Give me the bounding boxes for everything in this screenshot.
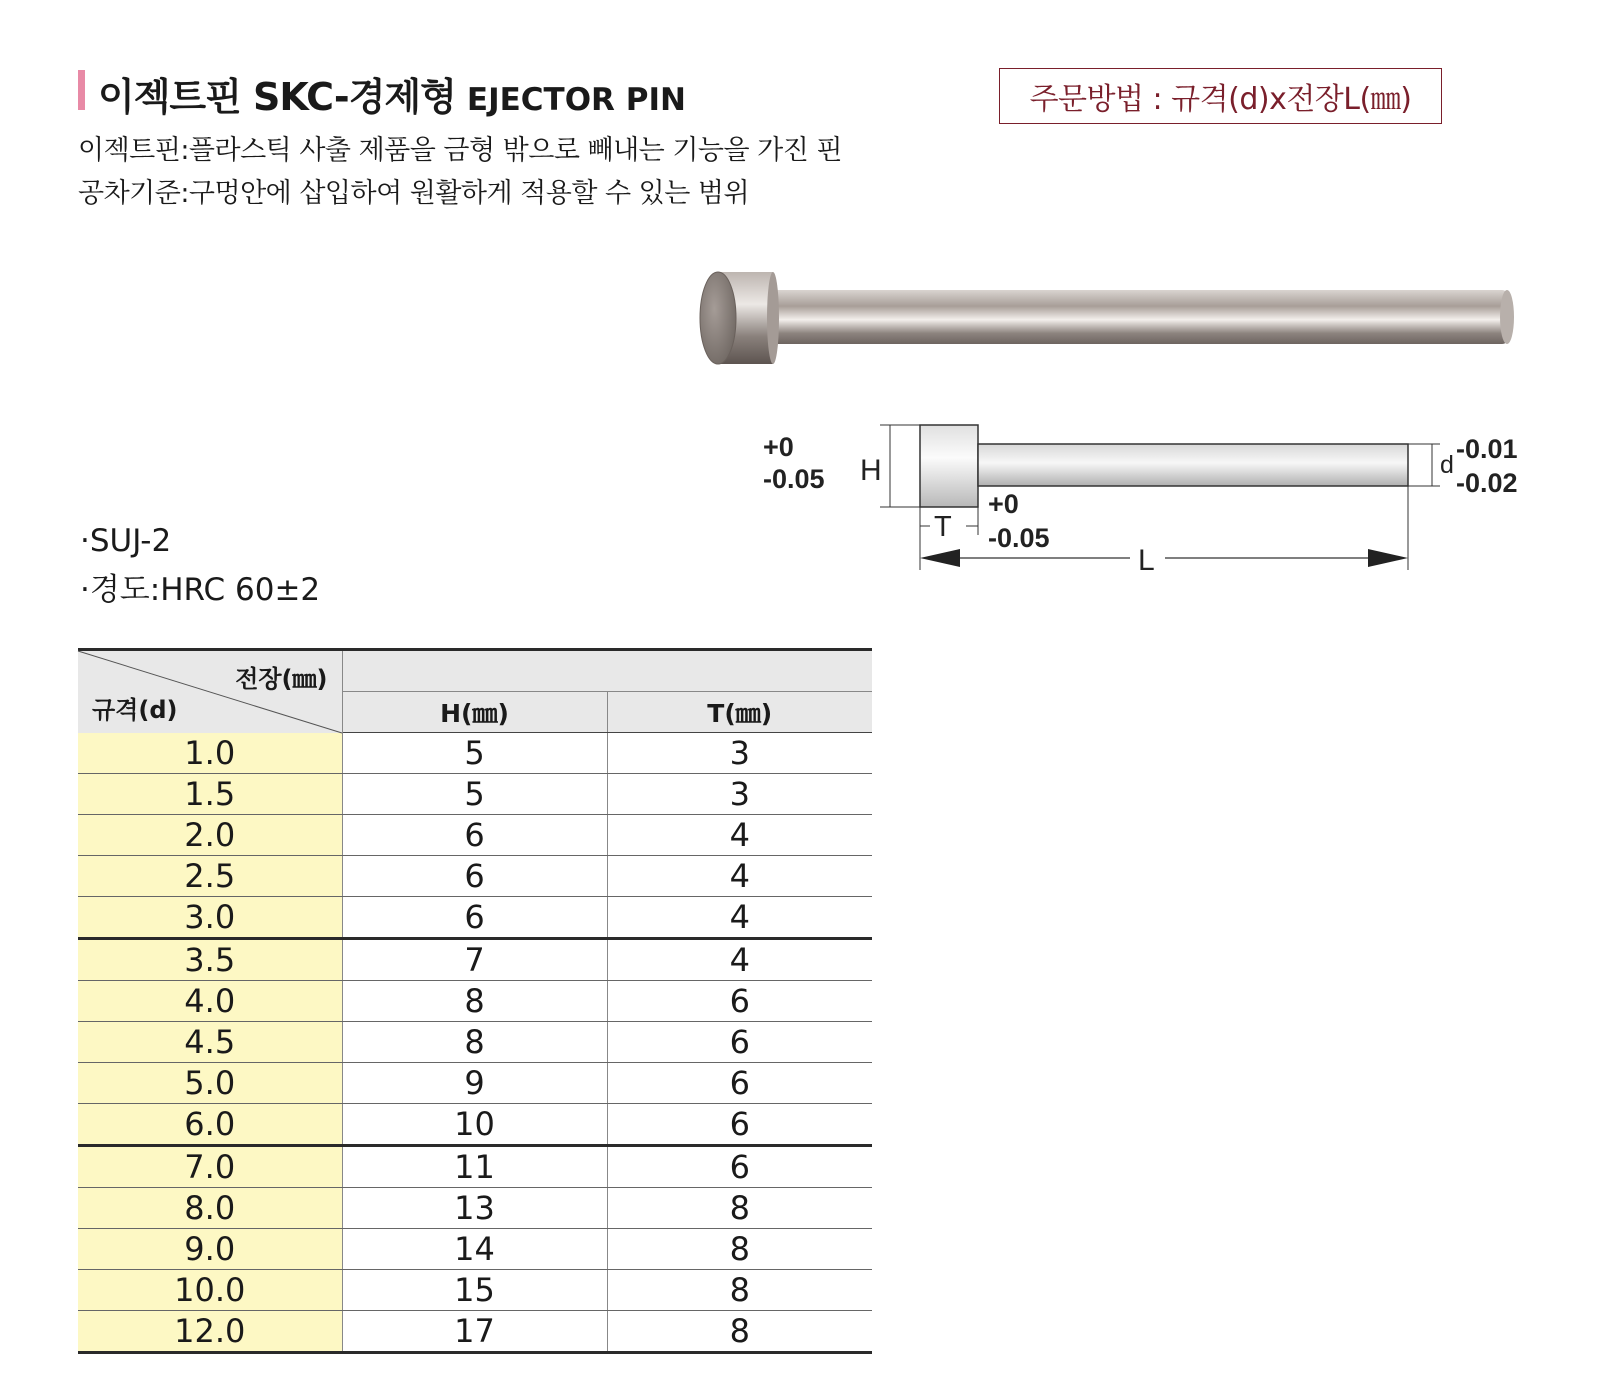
cell-h: 8: [342, 1022, 607, 1063]
head-h-label: H: [860, 454, 882, 487]
cell-h: 8: [342, 981, 607, 1022]
cell-h: 6: [342, 815, 607, 856]
cell-t: 6: [607, 1146, 872, 1188]
table-row: [78, 939, 872, 981]
dimension-table: [78, 648, 872, 1354]
table-row: [78, 856, 872, 897]
cell-d: 8.0: [78, 1188, 342, 1229]
title-korean: 이젝트핀 SKC-경제형: [98, 75, 456, 119]
cell-h: 13: [342, 1188, 607, 1229]
order-method-text: 주문방법 : 규격(d)x전장L(㎜): [1029, 82, 1412, 117]
hardness-spec: ·경도:HRC 60±2: [80, 572, 321, 608]
cell-d: 1.5: [78, 774, 342, 815]
table-row: [78, 981, 872, 1022]
cell-t: 6: [607, 981, 872, 1022]
table-header-blank: [342, 650, 872, 692]
cell-d: 2.0: [78, 815, 342, 856]
cell-d: 3.0: [78, 897, 342, 939]
cell-h: 5: [342, 774, 607, 815]
cell-h: 9: [342, 1063, 607, 1104]
cell-d: 6.0: [78, 1104, 342, 1146]
cell-h: 11: [342, 1146, 607, 1188]
t-tol-plus: +0: [988, 489, 1019, 519]
table-row: [78, 1146, 872, 1188]
cell-h: 14: [342, 1229, 607, 1270]
page-title: [98, 66, 686, 121]
d-label: d: [1440, 451, 1454, 479]
d-tol-plus: -0.01: [1456, 434, 1518, 464]
table-corner-header: [78, 650, 342, 733]
order-method-box: [999, 68, 1442, 124]
table-row: [78, 1311, 872, 1353]
cell-d: 4.5: [78, 1022, 342, 1063]
d-tol-minus: -0.02: [1456, 468, 1518, 498]
table-row: [78, 1063, 872, 1104]
t-tol-minus: -0.05: [988, 523, 1050, 553]
cell-h: 5: [342, 733, 607, 774]
table-row: [78, 1188, 872, 1229]
cell-d: 2.5: [78, 856, 342, 897]
cell-d: 3.5: [78, 939, 342, 981]
cell-t: 8: [607, 1188, 872, 1229]
corner-length-label: 전장(㎜): [235, 665, 328, 693]
title-english: EJECTOR PIN: [466, 82, 686, 118]
cell-t: 3: [607, 733, 872, 774]
cell-t: 8: [607, 1229, 872, 1270]
corner-size-label: 규격(d): [92, 695, 178, 724]
table-row: [78, 1022, 872, 1063]
description-ejector-pin: 이젝트핀:플라스틱 사출 제품을 금형 밖으로 빼내는 기능을 가진 핀: [78, 135, 842, 166]
cell-h: 17: [342, 1311, 607, 1353]
table-row: [78, 774, 872, 815]
cell-t: 4: [607, 939, 872, 981]
cell-h: 6: [342, 897, 607, 939]
cell-t: 6: [607, 1022, 872, 1063]
cell-t: 8: [607, 1270, 872, 1311]
cell-d: 9.0: [78, 1229, 342, 1270]
table-row: [78, 815, 872, 856]
cell-d: 12.0: [78, 1311, 342, 1353]
t-label: T: [934, 511, 952, 543]
cell-d: 7.0: [78, 1146, 342, 1188]
ejector-pin-photo: [700, 262, 1515, 372]
cell-d: 1.0: [78, 733, 342, 774]
title-accent-bar: [78, 70, 85, 110]
cell-t: 3: [607, 774, 872, 815]
table-row: [78, 1229, 872, 1270]
cell-t: 4: [607, 815, 872, 856]
dimension-drawing: [763, 420, 1540, 600]
cell-d: 10.0: [78, 1270, 342, 1311]
cell-h: 6: [342, 856, 607, 897]
description-tolerance: 공차기준:구멍안에 삽입하여 원활하게 적용할 수 있는 범위: [78, 178, 750, 209]
cell-h: 15: [342, 1270, 607, 1311]
cell-h: 7: [342, 939, 607, 981]
cell-t: 6: [607, 1104, 872, 1146]
head-tol-minus: -0.05: [763, 464, 825, 494]
head-tol-plus: +0: [763, 432, 794, 462]
cell-t: 8: [607, 1311, 872, 1353]
cell-d: 4.0: [78, 981, 342, 1022]
cell-t: 4: [607, 897, 872, 939]
col-header-t: T(㎜): [607, 692, 872, 733]
table-row: [78, 1104, 872, 1146]
cell-d: 5.0: [78, 1063, 342, 1104]
table-row: [78, 897, 872, 939]
col-header-h: H(㎜): [342, 692, 607, 733]
cell-h: 10: [342, 1104, 607, 1146]
table-header-row-top: [78, 650, 872, 692]
l-label: L: [1138, 544, 1155, 577]
material-spec: ·SUJ-2: [80, 523, 172, 559]
table-row: [78, 733, 872, 774]
table-row: [78, 1270, 872, 1311]
cell-t: 6: [607, 1063, 872, 1104]
cell-t: 4: [607, 856, 872, 897]
